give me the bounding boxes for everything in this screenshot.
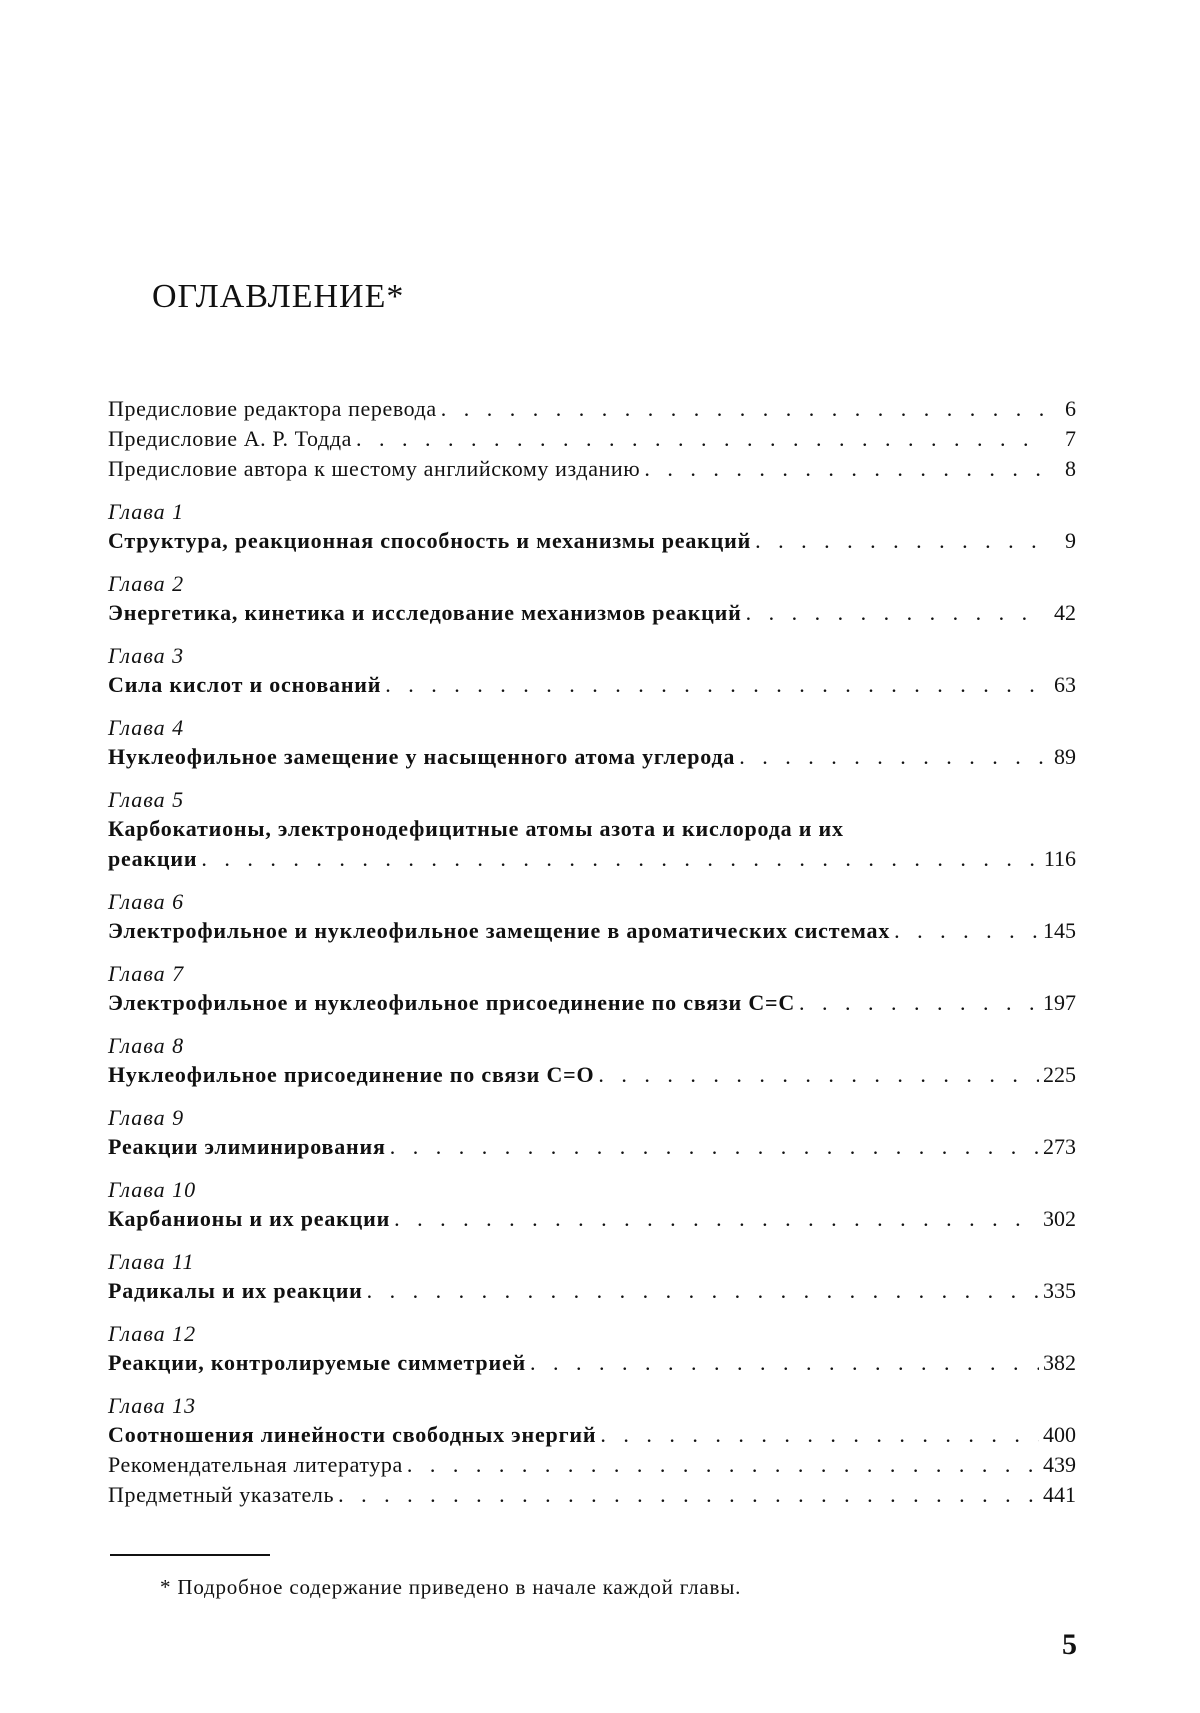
chapter-title: Соотношения линейности свободных энергий bbox=[108, 1422, 597, 1447]
chapter-number: Глава 4 bbox=[108, 715, 185, 740]
chapter-title: реакции bbox=[108, 846, 198, 871]
leader-dots bbox=[530, 1348, 1039, 1378]
page-title: ОГЛАВЛЕНИЕ* bbox=[152, 278, 405, 315]
front-matter-list bbox=[108, 394, 1076, 484]
chapter-number: Глава 8 bbox=[108, 1033, 185, 1058]
chapter-page: 145 bbox=[1043, 918, 1076, 943]
chapter-page: 63 bbox=[1054, 672, 1076, 697]
toc-entry[interactable] bbox=[108, 1480, 1076, 1510]
toc-entry[interactable] bbox=[108, 1450, 1076, 1480]
chapter-title: Нуклеофильное присоединение по связи C=O bbox=[108, 1062, 595, 1087]
chapter-number: Глава 5 bbox=[108, 787, 185, 812]
chapter-title: Электрофильное и нуклеофильное замещение в ароматических системах bbox=[108, 918, 891, 943]
chapter-entry[interactable] bbox=[108, 1104, 1076, 1162]
chapter-page: 335 bbox=[1043, 1278, 1076, 1303]
chapter-entry[interactable] bbox=[108, 1392, 1076, 1450]
chapter-title: Сила кислот и оснований bbox=[108, 672, 382, 697]
toc-entry-label: Предметный указатель bbox=[108, 1482, 335, 1507]
chapter-entry[interactable] bbox=[108, 570, 1076, 628]
table-of-contents bbox=[108, 394, 1076, 1510]
toc-entry-label: Предисловие редактора перевода bbox=[108, 396, 437, 421]
chapter-page: 89 bbox=[1054, 744, 1076, 769]
footnote-rule bbox=[110, 1554, 270, 1556]
leader-dots bbox=[755, 526, 1044, 556]
chapter-title: Радикалы и их реакции bbox=[108, 1278, 363, 1303]
chapter-page: 302 bbox=[1043, 1206, 1076, 1231]
toc-entry-page: 439 bbox=[1043, 1452, 1076, 1477]
leader-dots bbox=[338, 1480, 1039, 1510]
chapter-number: Глава 2 bbox=[108, 571, 185, 596]
chapter-entry[interactable] bbox=[108, 786, 1076, 874]
toc-entry-label: Рекомендательная литература bbox=[108, 1452, 403, 1477]
footnote: * Подробное содержание приведено в начале каждой главы. bbox=[160, 1575, 742, 1599]
toc-entry-page: 7 bbox=[1065, 426, 1076, 451]
chapter-number: Глава 9 bbox=[108, 1105, 185, 1130]
leader-dots bbox=[644, 454, 1044, 484]
leader-dots bbox=[799, 988, 1039, 1018]
leader-dots bbox=[367, 1276, 1039, 1306]
chapter-title: Энергетика, кинетика и исследование механизмов реакций bbox=[108, 600, 742, 625]
toc-entry-page: 441 bbox=[1043, 1482, 1076, 1507]
leader-dots bbox=[390, 1132, 1039, 1162]
chapter-page: 225 bbox=[1043, 1062, 1076, 1087]
chapter-page: 42 bbox=[1054, 600, 1076, 625]
chapter-page: 116 bbox=[1043, 846, 1076, 871]
leader-dots bbox=[201, 844, 1040, 874]
chapter-title-line1: Карбокатионы, электронодефицитные атомы азота и кислорода и их bbox=[108, 816, 844, 841]
chapter-number: Глава 6 bbox=[108, 889, 185, 914]
chapter-title: Реакции элиминирования bbox=[108, 1134, 386, 1159]
chapter-page: 197 bbox=[1043, 990, 1076, 1015]
chapter-number: Глава 11 bbox=[108, 1249, 195, 1274]
leader-dots bbox=[407, 1450, 1039, 1480]
toc-entry[interactable] bbox=[108, 454, 1076, 484]
chapter-entry[interactable] bbox=[108, 1176, 1076, 1234]
chapter-page: 9 bbox=[1065, 528, 1076, 553]
chapter-entry[interactable] bbox=[108, 1032, 1076, 1090]
leader-dots bbox=[356, 424, 1044, 454]
chapter-entry[interactable] bbox=[108, 1248, 1076, 1306]
chapter-number: Глава 3 bbox=[108, 643, 185, 668]
toc-entry-page: 6 bbox=[1065, 396, 1076, 421]
leader-dots bbox=[385, 670, 1044, 700]
toc-entry-label: Предисловие автора к шестому английскому изданию bbox=[108, 456, 641, 481]
leader-dots bbox=[394, 1204, 1039, 1234]
chapter-page: 382 bbox=[1043, 1350, 1076, 1375]
chapter-title: Структура, реакционная способность и механизмы реакций bbox=[108, 528, 752, 553]
toc-entry-label: Предисловие А. Р. Тодда bbox=[108, 426, 352, 451]
chapter-entry[interactable] bbox=[108, 888, 1076, 946]
toc-entry[interactable] bbox=[108, 394, 1076, 424]
chapter-entry[interactable] bbox=[108, 642, 1076, 700]
leader-dots bbox=[894, 916, 1039, 946]
leader-dots bbox=[739, 742, 1044, 772]
chapter-page: 400 bbox=[1043, 1422, 1076, 1447]
chapter-page: 273 bbox=[1043, 1134, 1076, 1159]
chapter-number: Глава 10 bbox=[108, 1177, 197, 1202]
leader-dots bbox=[746, 598, 1044, 628]
chapter-entry[interactable] bbox=[108, 960, 1076, 1018]
leader-dots bbox=[598, 1060, 1039, 1090]
leader-dots bbox=[600, 1420, 1039, 1450]
chapter-title: Реакции, контролируемые симметрией bbox=[108, 1350, 526, 1375]
toc-entry[interactable] bbox=[108, 424, 1076, 454]
chapter-title: Нуклеофильное замещение у насыщенного атома углерода bbox=[108, 744, 736, 769]
chapter-number: Глава 7 bbox=[108, 961, 185, 986]
chapter-number: Глава 12 bbox=[108, 1321, 197, 1346]
chapter-number: Глава 13 bbox=[108, 1393, 197, 1418]
page-number: 5 bbox=[1062, 1628, 1077, 1661]
back-matter-list bbox=[108, 1450, 1076, 1510]
chapter-entry[interactable] bbox=[108, 498, 1076, 556]
chapter-title: Электрофильное и нуклеофильное присоединение по связи C=C bbox=[108, 990, 796, 1015]
chapter-title: Карбанионы и их реакции bbox=[108, 1206, 391, 1231]
toc-entry-page: 8 bbox=[1065, 456, 1076, 481]
chapter-entry[interactable] bbox=[108, 714, 1076, 772]
chapter-number: Глава 1 bbox=[108, 499, 185, 524]
leader-dots bbox=[441, 394, 1044, 424]
chapter-entry[interactable] bbox=[108, 1320, 1076, 1378]
